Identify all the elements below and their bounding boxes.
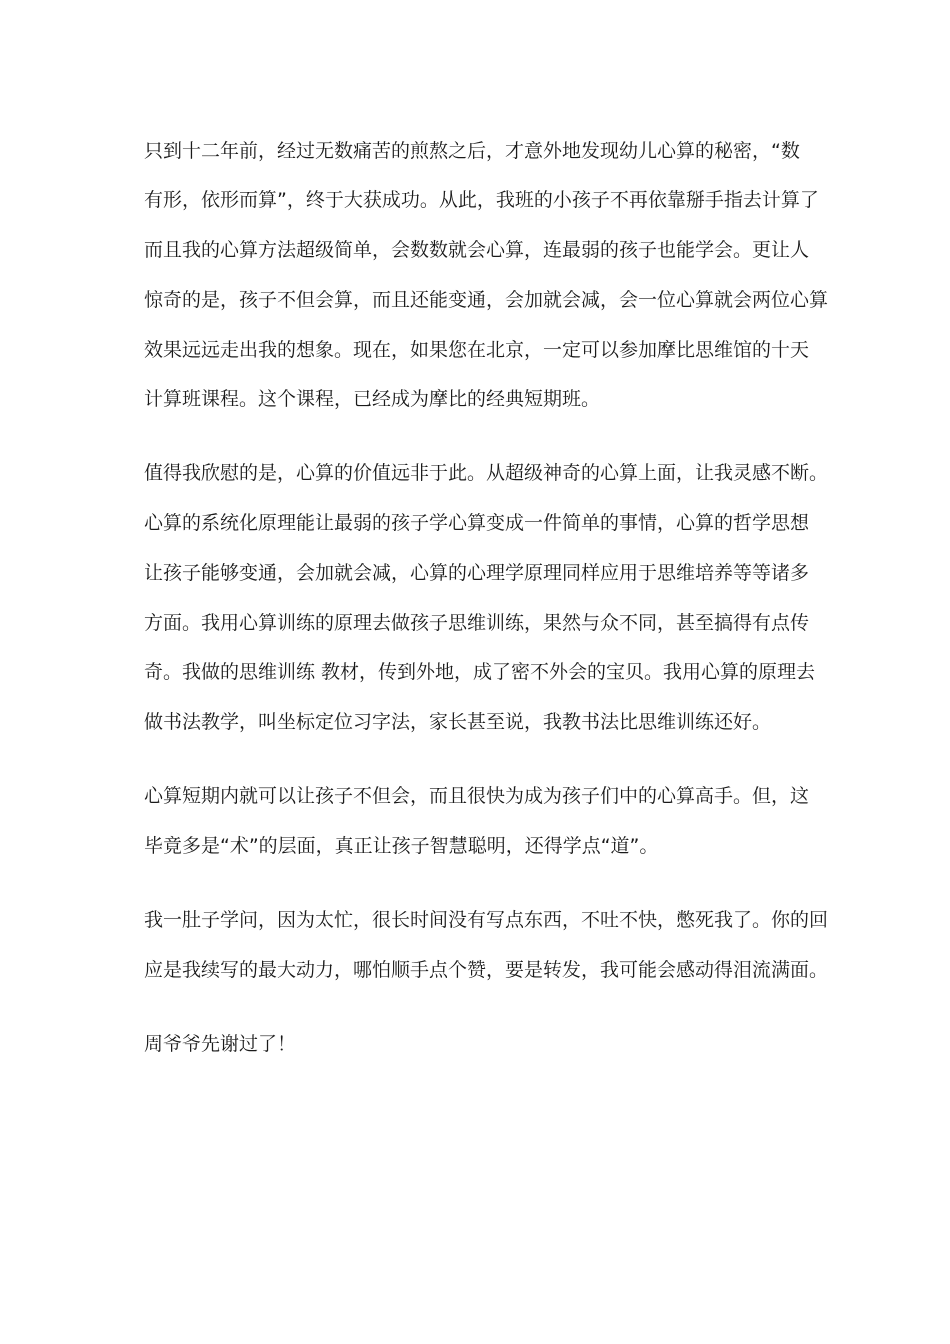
paragraph-line: 让孩子能够变通，会加就会减，心算的心理学原理同样应用于思维培养等等诸多 (144, 562, 810, 584)
paragraph-line: 奇。我做的思维训练 教材，传到外地，成了密不外会的宝贝。我用心算的原理去 (144, 661, 816, 683)
paragraph-line: 应是我续写的最大动力，哪怕顺手点个赞，要是转发，我可能会感动得泪流满面。 (144, 959, 829, 981)
paragraph-line: 惊奇的是，孩子不但会算，而且还能变通，会加就会减，会一位心算就会两位心算 (144, 289, 829, 311)
paragraph-line: 心算的系统化原理能让最弱的孩子学心算变成一件简单的事情，心算的哲学思想 (144, 512, 810, 534)
paragraph-line: 周爷爷先谢过了！ (144, 1033, 297, 1055)
paragraph-line: 我一肚子学问，因为太忙，很长时间没有写点东西，不吐不快，憋死我了。你的回 (144, 909, 829, 931)
paragraph-line: 毕竟多是“术”的层面，真正让孩子智慧聪明，还得学点“道”。 (144, 835, 659, 857)
paragraph-line: 计算班课程。这个课程，已经成为摩比的经典短期班。 (144, 388, 601, 410)
paragraph-line: 值得我欣慰的是，心算的价值远非于此。从超级神奇的心算上面，让我灵感不断。 (144, 462, 829, 484)
paragraph-line: 效果远远走出我的想象。现在，如果您在北京，一定可以参加摩比思维馆的十天 (144, 339, 810, 361)
paragraph-line: 方面。我用心算训练的原理去做孩子思维训练，果然与众不同，甚至搞得有点传 (144, 612, 810, 634)
paragraph-line: 心算短期内就可以让孩子不但会，而且很快为成为孩子们中的心算高手。但，这 (144, 785, 810, 807)
paragraph-line: 有形，依形而算”，终于大获成功。从此，我班的小孩子不再依靠掰手指去计算了 (144, 189, 819, 211)
paragraph-line: 只到十二年前，经过无数痛苦的煎熬之后，才意外地发现幼儿心算的秘密，“数 (144, 140, 800, 162)
paragraph-line: 做书法教学，叫坐标定位习字法，家长甚至说，我教书法比思维训练还好。 (144, 711, 772, 733)
paragraph-line: 而且我的心算方法超级简单，会数数就会心算，连最弱的孩子也能学会。更让人 (144, 239, 810, 261)
